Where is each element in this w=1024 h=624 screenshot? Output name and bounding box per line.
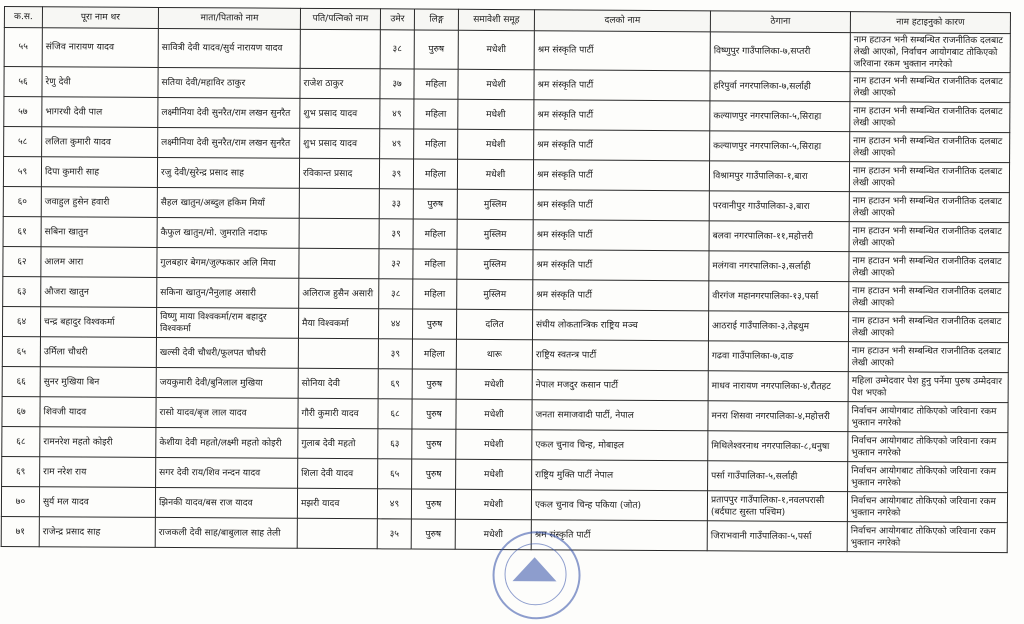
cell-name: जवाहुल हुसेन हवारी: [41, 187, 157, 218]
official-seal: [492, 531, 581, 620]
cell-parents: कैफुल खातुन/मो. जुमराति नदाफ: [157, 217, 299, 248]
cell-spouse: [299, 188, 379, 218]
cell-parents: जयकुमारी देवी/बुनिलाल मुखिया: [156, 367, 298, 398]
cell-gender: पुरुष: [411, 489, 455, 519]
cell-party: श्रम संस्कृति पार्टी: [534, 100, 710, 131]
cell-group: मधेशी: [458, 99, 534, 129]
cell-spouse: गौरी कुमारी यादव: [298, 398, 378, 428]
cell-spouse: रविकान्त प्रसाद: [299, 158, 379, 188]
cell-age: ३२: [379, 249, 413, 279]
header-address: ठेगाना: [710, 11, 850, 33]
cell-sn: ६१: [3, 216, 41, 246]
cell-sn: ६५: [2, 336, 40, 366]
cell-gender: महिला: [413, 249, 457, 279]
cell-party: श्रम संस्कृति पार्टी: [534, 31, 710, 71]
cell-parents: रजु देवी/सुरेन्द्र प्रसाद साह: [157, 157, 299, 188]
cell-group: थारू: [456, 339, 532, 369]
cell-party: श्रम संस्कृति पार्टी: [533, 160, 709, 191]
cell-gender: महिला: [414, 129, 458, 159]
cell-spouse: शिला देवी यादव: [298, 458, 378, 488]
cell-reason: नाम हटाउन भनी सम्बन्धित राजनीतिक दलबाट लेखी आएको: [850, 72, 1010, 103]
header-parents: माता/पिताको नाम: [158, 7, 300, 29]
cell-sn: ६२: [3, 246, 41, 276]
cell-party: श्रम संस्कृति पार्टी: [533, 220, 709, 251]
cell-spouse: अलिराज हुसैन असारी: [299, 278, 379, 308]
cell-party: संघीय लोकतान्त्रिक राष्ट्रिय मञ्च: [532, 310, 708, 341]
cell-sn: ५६: [4, 67, 42, 97]
cell-gender: महिला: [413, 159, 457, 189]
cell-parents: झिनकी यादव/बस राज यादव: [155, 487, 297, 518]
cell-name: सुर्य मल यादव: [39, 487, 155, 518]
cell-address: पर्सा गाउँपालिका-५,सर्लाही: [708, 461, 848, 492]
cell-reason: निर्वाचन आयोगबाट तोकिएको जरिवाना रकम भुक्तान नगरेको: [848, 402, 1008, 433]
cell-reason: नाम हटाउन भनी सम्बन्धित राजनीतिक दलबाट लेखी आएको: [849, 222, 1009, 253]
cell-reason: नाम हटाउन भनी सम्बन्धित राजनीतिक दलबाट लेखी आएको: [848, 342, 1008, 373]
cell-age: ६८: [378, 399, 412, 429]
cell-age: ३९: [379, 219, 413, 249]
cell-parents: लक्ष्मीनिया देवी सुनरैत/राम लखन सुनरैत: [158, 97, 300, 128]
cell-party: श्रम संस्कृति पार्टी: [533, 190, 709, 221]
cell-parents: लक्ष्मीनिया देवी सुनरैत/राम लखन सुनरैत: [158, 127, 300, 158]
cell-name: ललिता कुमारी यादव: [42, 127, 158, 158]
cell-name: औजरा खातुन: [41, 277, 157, 308]
cell-name: उर्मिला चौधरी: [40, 337, 156, 368]
cell-name: दिपा कुमारी साह: [41, 157, 157, 188]
header-spouse: पति/पत्निको नाम: [300, 8, 380, 29]
cell-sn: ५९: [3, 157, 41, 187]
cell-gender: पुरुष: [412, 399, 456, 429]
cell-address: मलंगवा नगरपालिका-३,सर्लाही: [709, 251, 849, 282]
header-name: पूरा नाम थर: [42, 7, 158, 29]
cell-gender: महिला: [412, 339, 456, 369]
cell-spouse: शुभ प्रसाद यादव: [300, 98, 380, 128]
cell-address: बलवा नगरपालिका-११,महोत्तरी: [709, 221, 849, 252]
cell-gender: पुरुष: [414, 30, 458, 69]
cell-address: कल्याणपुर नगरपालिका-५,सिराहा: [710, 101, 850, 132]
cell-name: शिवजी यादव: [40, 397, 156, 428]
cell-parents: राजकली देवी साह/बाबुलाल साह तेली: [155, 517, 297, 548]
cell-name: भागरथी देवी पाल: [42, 97, 158, 128]
cell-group: मधेशी: [458, 129, 534, 159]
header-reason: नाम हटाइनुको कारण: [850, 12, 1010, 34]
table-row: [4, 28, 1010, 73]
cell-sn: ६८: [2, 426, 40, 456]
cell-age: ३९: [378, 339, 412, 369]
header-party: दलको नाम: [534, 10, 710, 32]
cell-age: ३९: [379, 159, 413, 189]
cell-gender: महिला: [414, 69, 458, 99]
cell-parents: सकिना खातुन/नैनुलाह असारी: [157, 277, 299, 308]
cell-group: मुस्लिम: [457, 219, 533, 249]
cell-reason: निर्वाचन आयोगबाट तोकिएको जरिवाना रकम भुक्तान नगरेको: [848, 432, 1008, 463]
header-age: उमेर: [380, 9, 414, 30]
cell-group: मधेशी: [458, 30, 534, 69]
cell-sn: ६०: [3, 186, 41, 216]
cell-reason: नाम हटाउन भनी सम्बन्धित राजनीतिक दलबाट लेखी आएको, निर्वाचन आयोगबाट तोकिएको जरिवाना रकम भुक्तान नगरेको: [850, 33, 1010, 73]
cell-parents: सावित्री देवी यादव/सुर्य नारायण यादव: [158, 28, 300, 68]
cell-reason: नाम हटाउन भनी सम्बन्धित राजनीतिक दलबाट लेखी आएको: [850, 102, 1010, 133]
cell-age: ३८: [379, 279, 413, 309]
cell-group: मधेशी: [455, 489, 531, 519]
cell-address: जिराभवानी गाउँपालिका-५,पर्सा: [707, 521, 847, 552]
cell-sn: ६३: [3, 276, 41, 306]
cell-gender: पुरुष: [411, 519, 455, 549]
cell-age: ४४: [378, 309, 412, 339]
cell-reason: नाम हटाउन भनी सम्बन्धित राजनीतिक दलबाट लेखी आएको: [850, 132, 1010, 163]
cell-group: दलित: [456, 309, 532, 339]
header-group: समावेशी समूह: [458, 9, 534, 30]
cell-party: श्रम संस्कृति पार्टी: [531, 520, 707, 551]
cell-group: मधेशी: [456, 399, 532, 429]
cell-reason: नाम हटाउन भनी सम्बन्धित राजनीतिक दलबाट लेखी आएको: [849, 192, 1009, 223]
cell-group: मधेशी: [456, 429, 532, 459]
cell-name: रामनरेश महतो कोइरी: [40, 427, 156, 458]
cell-sn: ६९: [2, 456, 40, 486]
cell-address: मनरा शिसवा नगरपालिका-४,महोत्तरी: [708, 401, 848, 432]
cell-party: श्रम संस्कृति पार्टी: [533, 280, 709, 311]
cell-sn: ५५: [4, 28, 42, 67]
cell-age: ४९: [377, 489, 411, 519]
cell-gender: पुरुष: [412, 429, 456, 459]
cell-age: ६५: [378, 459, 412, 489]
cell-age: ३७: [380, 69, 414, 99]
cell-parents: केशीया देवी महतो/लक्ष्मी महतो कोइरी: [156, 427, 298, 458]
cell-gender: पुरुष: [412, 459, 456, 489]
cell-parents: खल्सी देवी चौधरी/फूलपत चौधरी: [156, 337, 298, 368]
cell-parents: सगर देवी राय/शिव नन्दन यादव: [156, 457, 298, 488]
cell-age: ६९: [378, 369, 412, 399]
cell-reason: नाम हटाउन भनी सम्बन्धित राजनीतिक दलबाट लेखी आएको: [849, 282, 1009, 313]
cell-name: रेणु देवी: [42, 67, 158, 98]
cell-reason: नाम हटाउन भनी सम्बन्धित राजनीतिक दलबाट लेखी आएको: [849, 252, 1009, 283]
cell-address: विष्णुपुर गाउँपालिका-७,सप्तरी: [710, 32, 850, 72]
cell-reason: निर्वाचन आयोगबाट तोकिएको जरिवाना रकम भुक्तान नगरेको: [847, 522, 1007, 553]
cell-address: वीरगंज महानगरपालिका-१३,पर्सा: [709, 281, 849, 312]
cell-address: कल्याणपुर नगरपालिका-५,सिराहा: [710, 131, 850, 162]
cell-age: ४९: [380, 99, 414, 129]
cell-party: नेपाल मजदुर कसान पार्टी: [532, 370, 708, 401]
cell-party: एकल चुनाव चिन्ह पकिया (जोत): [531, 490, 707, 521]
cell-group: मुस्लिम: [457, 279, 533, 309]
cell-sn: ६६: [2, 366, 40, 396]
cell-gender: पुरुष: [412, 309, 456, 339]
cell-name: आलम आरा: [41, 247, 157, 278]
cell-parents: सतिया देवी/महाविर ठाकुर: [158, 67, 300, 98]
cell-spouse: [299, 248, 379, 278]
cell-spouse: राजेश ठाकुर: [300, 68, 380, 98]
cell-age: ६३: [378, 429, 412, 459]
cell-spouse: [300, 29, 380, 68]
cell-gender: महिला: [414, 99, 458, 129]
cell-parents: विष्णु माया विश्वकर्मा/राम बहादुर विश्वकर्मा: [156, 307, 298, 338]
cell-age: ३५: [377, 519, 411, 549]
cell-group: मधेशी: [456, 459, 532, 489]
cell-party: राष्ट्रिय मुक्ति पार्टी नेपाल: [532, 460, 708, 491]
cell-party: श्रम संस्कृति पार्टी: [533, 250, 709, 281]
cell-gender: पुरुष: [413, 189, 457, 219]
cell-name: राम नरेश राय: [40, 457, 156, 488]
document-sheet: [0, 6, 1018, 624]
cell-address: माधव नारायण नगरपालिका-४,रौतहट: [708, 371, 848, 402]
cell-reason: नाम हटाउन भनी सम्बन्धित राजनीतिक दलबाट लेखी आएको: [848, 312, 1008, 343]
cell-sn: ७१: [1, 516, 39, 546]
cell-gender: महिला: [413, 219, 457, 249]
cell-address: हरिपुर्वा नगरपालिका-७,सर्लाही: [710, 71, 850, 102]
cell-parents: सैहल खातुन/अब्दुल हकिम मियाँ: [157, 187, 299, 218]
cell-party: एकल चुनाव चिन्ह, मोबाइल: [532, 430, 708, 461]
cell-parents: रासो यादव/बृज लाल यादव: [156, 397, 298, 428]
cell-address: मिथिलेश्वरनाथ नगरपालिका-८,धनुषा: [708, 431, 848, 462]
cell-sn: ५७: [4, 97, 42, 127]
cell-group: मधेशी: [457, 159, 533, 189]
cell-reason: निर्वाचन आयोगबाट तोकिएको जरिवाना रकम भुक्तान नगरेको: [847, 492, 1007, 523]
cell-address: प्रतापपुर गाउँपालिका-१,नवलपरासी (बर्दघाट सुस्ता पश्चिम): [707, 491, 847, 522]
header-sn: क.स.: [4, 7, 42, 28]
cell-address: गढवा गाउँपालिका-७,दाङ: [708, 341, 848, 372]
cell-party: श्रम संस्कृति पार्टी: [534, 70, 710, 101]
removed-candidates-table: [1, 6, 1011, 553]
cell-spouse: गुलाब देवी महतो: [298, 428, 378, 458]
cell-reason: महिला उम्मेदवार पेश हुनु पर्नेमा पुरुष उम्मेदवार पेश भएको: [848, 372, 1008, 403]
cell-group: मधेशी: [458, 69, 534, 99]
cell-party: जनता समाजवादी पार्टी, नेपाल: [532, 400, 708, 431]
cell-reason: निर्वाचन आयोगबाट तोकिएको जरिवाना रकम भुक्तान नगरेको: [848, 462, 1008, 493]
cell-spouse: मैया विश्वकर्मा: [298, 308, 378, 338]
cell-address: विश्रामपुर गाउँपालिका-१,बारा: [709, 161, 849, 192]
cell-name: सुनर मुखिया बिन: [40, 367, 156, 398]
cell-sn: ५८: [4, 127, 42, 157]
cell-party: श्रम संस्कृति पार्टी: [534, 130, 710, 161]
cell-address: परवानीपुर गाउँपालिका-३,बारा: [709, 191, 849, 222]
cell-gender: पुरुष: [412, 369, 456, 399]
cell-address: आठराई गाउँपालिका-३,तेह्रथुम: [708, 311, 848, 342]
cell-group: मुस्लिम: [457, 249, 533, 279]
cell-name: चन्द्र बहादुर विश्वकर्मा: [40, 307, 156, 338]
cell-spouse: [297, 518, 377, 548]
cell-sn: ६७: [2, 396, 40, 426]
cell-spouse: शुभ प्रसाद यादव: [300, 128, 380, 158]
cell-spouse: [299, 218, 379, 248]
cell-reason: नाम हटाउन भनी सम्बन्धित राजनीतिक दलबाट लेखी आएको: [849, 162, 1009, 193]
cell-party: राष्ट्रिय स्वतन्त्र पार्टी: [532, 340, 708, 371]
cell-spouse: [298, 338, 378, 368]
cell-name: संजिव नारायण यादव: [42, 28, 158, 68]
cell-name: राजेन्द्र प्रसाद साह: [39, 517, 155, 548]
cell-group: मधेशी: [456, 369, 532, 399]
cell-age: ४९: [380, 129, 414, 159]
cell-group: मधेशी: [455, 519, 531, 549]
cell-age: ३८: [380, 30, 414, 69]
header-gender: लिङ्ग: [414, 9, 458, 30]
cell-group: मुस्लिम: [457, 189, 533, 219]
cell-spouse: सोनिया देवी: [298, 368, 378, 398]
cell-age: ३३: [379, 189, 413, 219]
cell-gender: महिला: [413, 279, 457, 309]
cell-parents: गुलबहार बेगम/जुल्फकार अलि मिया: [157, 247, 299, 278]
cell-name: सबिना खातुन: [41, 217, 157, 248]
cell-sn: ७०: [1, 486, 39, 516]
cell-spouse: मझरी यादव: [297, 488, 377, 518]
cell-sn: ६४: [2, 306, 40, 336]
